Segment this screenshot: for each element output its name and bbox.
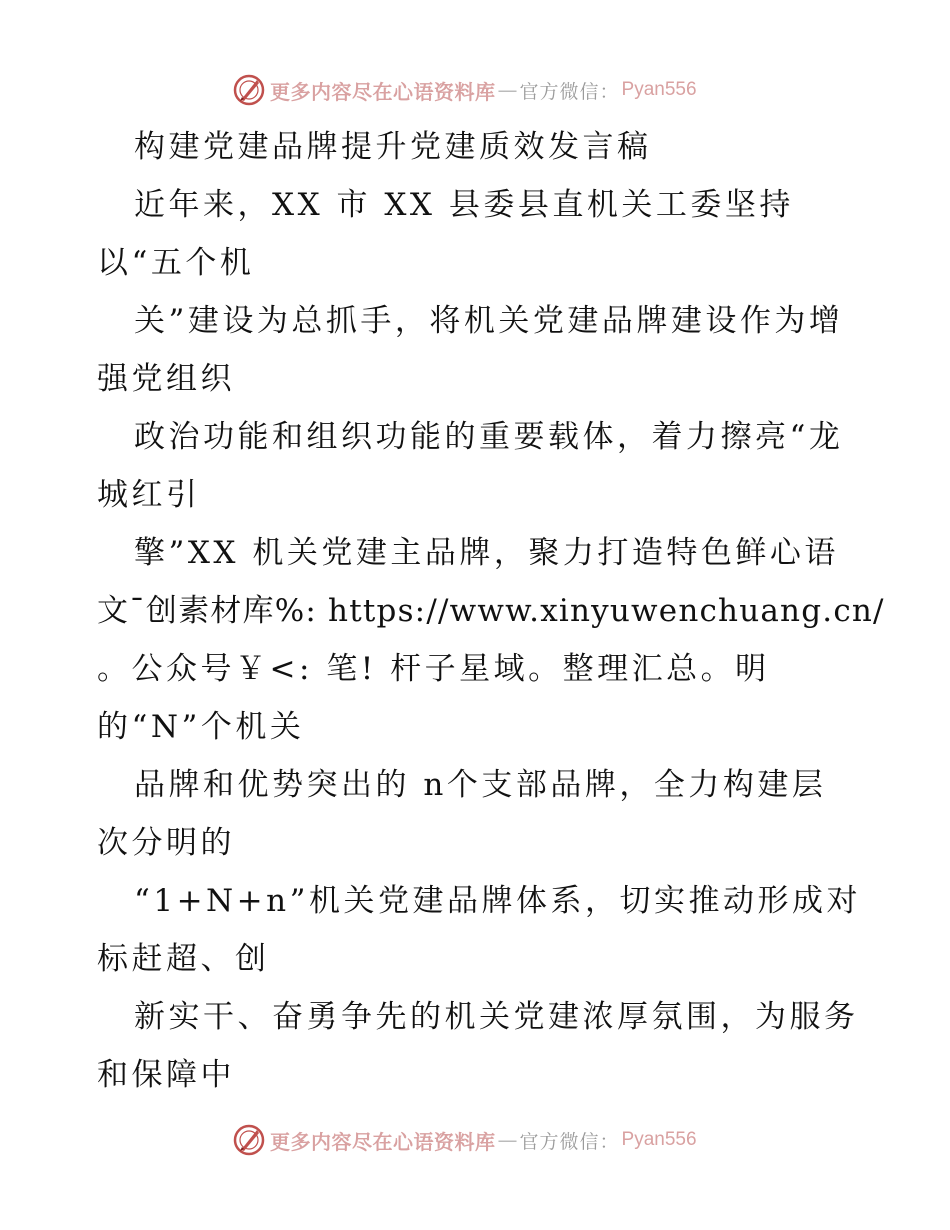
paragraph-line: 强党组织: [97, 361, 235, 397]
watermark-contact-id: Pyan556: [621, 1129, 697, 1150]
paragraph-line: 的“N”个机关: [97, 709, 305, 745]
paragraph-line: 擎”XX 机关党建主品牌，聚力打造特色鲜心语: [134, 535, 839, 571]
paragraph-line: “1+N+n”机关党建品牌体系，切实推动形成对: [134, 883, 861, 919]
paragraph-line: 文¯创素材库%: https://www.xinyuwenchuang.cn/: [97, 593, 885, 629]
watermark-contact-label: 官方微信：: [519, 1130, 620, 1153]
paragraph-line: 政治功能和组织功能的重要载体，着力擦亮“龙: [134, 419, 844, 455]
paragraph-line: 近年来，XX 市 XX 县委县直机关工委坚持: [134, 187, 794, 223]
watermark-dash: —: [497, 1128, 518, 1152]
document-title: 构建党建品牌提升党建质效发言稿: [134, 129, 652, 165]
watermark-dash: —: [497, 78, 518, 102]
watermark-site-text: 更多内容尽在心语资料库: [270, 1129, 496, 1154]
quill-pen-logo-icon: [232, 1123, 266, 1157]
quill-pen-logo-icon: [232, 73, 266, 107]
paragraph-line: 以“五个机: [97, 245, 255, 281]
header-watermark: [0, 70, 950, 110]
paragraph-line: 新实干、奋勇争先的机关党建浓厚氛围，为服务: [134, 999, 859, 1035]
paragraph-line: 关”建设为总抓手，将机关党建品牌建设作为增: [134, 303, 844, 339]
paragraph-line: 标赶超、创: [97, 941, 270, 977]
paragraph-line: 城红引: [97, 477, 201, 513]
watermark-site-text: 更多内容尽在心语资料库: [270, 79, 496, 104]
paragraph-line: 。公众号￥<: 笔! 杆子星域。整理汇总。明: [97, 651, 770, 687]
watermark-contact-id: Pyan556: [621, 79, 697, 100]
footer-watermark: [0, 1120, 950, 1160]
watermark-contact-label: 官方微信：: [519, 80, 620, 103]
paragraph-line: 和保障中: [97, 1057, 235, 1093]
paragraph-line: 品牌和优势突出的 n个支部品牌，全力构建层: [134, 767, 827, 803]
paragraph-line: 次分明的: [97, 825, 235, 861]
